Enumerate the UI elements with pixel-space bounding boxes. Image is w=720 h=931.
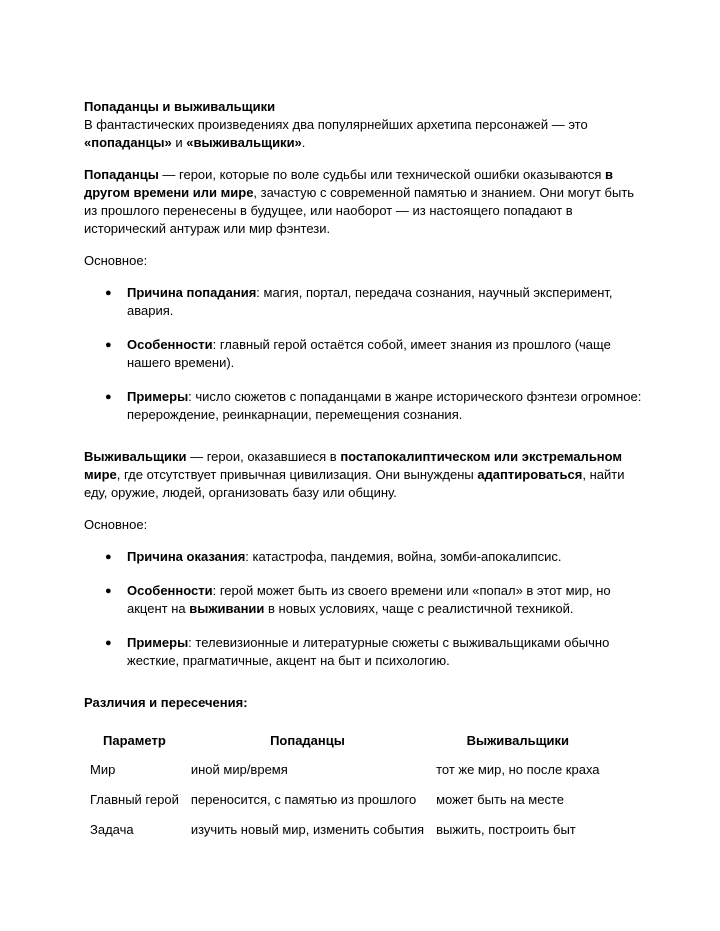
table-cell: Задача [90,821,134,837]
basics-label: Основное: [84,253,148,268]
list-item: ● Особенности: главный герой остаётся собой, имеет знания из прошлого (чаще нашего времени). [84,336,644,372]
table-cell: иной мир/время [190,761,288,777]
diff-heading: Различия и пересечения: [84,695,248,710]
table-cell: выжить, построить быт [436,821,576,837]
column-header: Попаданцы [270,732,345,748]
column-header: Параметр [103,732,166,748]
table-row [84,754,606,784]
vyzhivalshchiki-paragraph: Выживальщики — герои, оказавшиеся в постапокалиптическом или экстремальном мире, где отсутствует привычная цивилизация. Они вынуждены адаптироваться, найти еду, оружие, людей, организовать базу или общину. [84,449,625,500]
list-item: ● Причина оказания: катастрофа, пандемия, война, зомби‑апокалипсис. [84,548,644,566]
column-header: Выживальщики [466,732,570,748]
vyzh-list [84,548,644,670]
popadantsy-paragraph: Попаданцы — герои, которые по воле судьбы или технической ошибки оказываются в другом времени или мире, зачастую с современной памятью и знанием. Они могут быть из прошлого перенесены в будущее, или наоборот — из настоящего попадают в исторический антураж или мир фэнтези. [84,167,635,236]
table-cell: изучить новый мир, изменить события [190,821,425,837]
popadantsy-list [84,284,644,424]
table-cell: переносится, с памятью из прошлого [190,791,417,807]
basics-label: Основное: [84,517,148,532]
document-title: Попаданцы и выживальщики [84,99,276,114]
list-item: ● Примеры: телевизионные и литературные сюжеты с выживальщиками обычно жесткие, прагматичные, акцент на быт и психологию. [84,634,644,670]
table-cell: может быть на месте [436,791,565,807]
table-cell: тот же мир, но после краха [436,761,600,777]
table-cell: Главный герой [90,791,179,807]
comparison-table [84,726,606,844]
intro-paragraph: В фантастических произведениях два популярнейших архетипа персонажей — это «попаданцы» и «выживальщики». [84,117,588,150]
list-item: ● Особенности: герой может быть из своего времени или «попал» в этот мир, но акцент на выживании в новых условиях, чаще с реалистичной техникой. [84,582,644,618]
list-item: ● Примеры: число сюжетов с попаданцами в жанре исторического фэнтези огромное: перерождение, реинкарнации, перемещения сознания. [84,388,644,424]
document-body [84,98,644,712]
table-header-row [84,726,606,754]
table-row [84,784,606,814]
table-row [84,814,606,844]
table-cell: Мир [90,761,116,777]
list-item: ● Причина попадания: магия, портал, передача сознания, научный эксперимент, авария. [84,284,644,320]
